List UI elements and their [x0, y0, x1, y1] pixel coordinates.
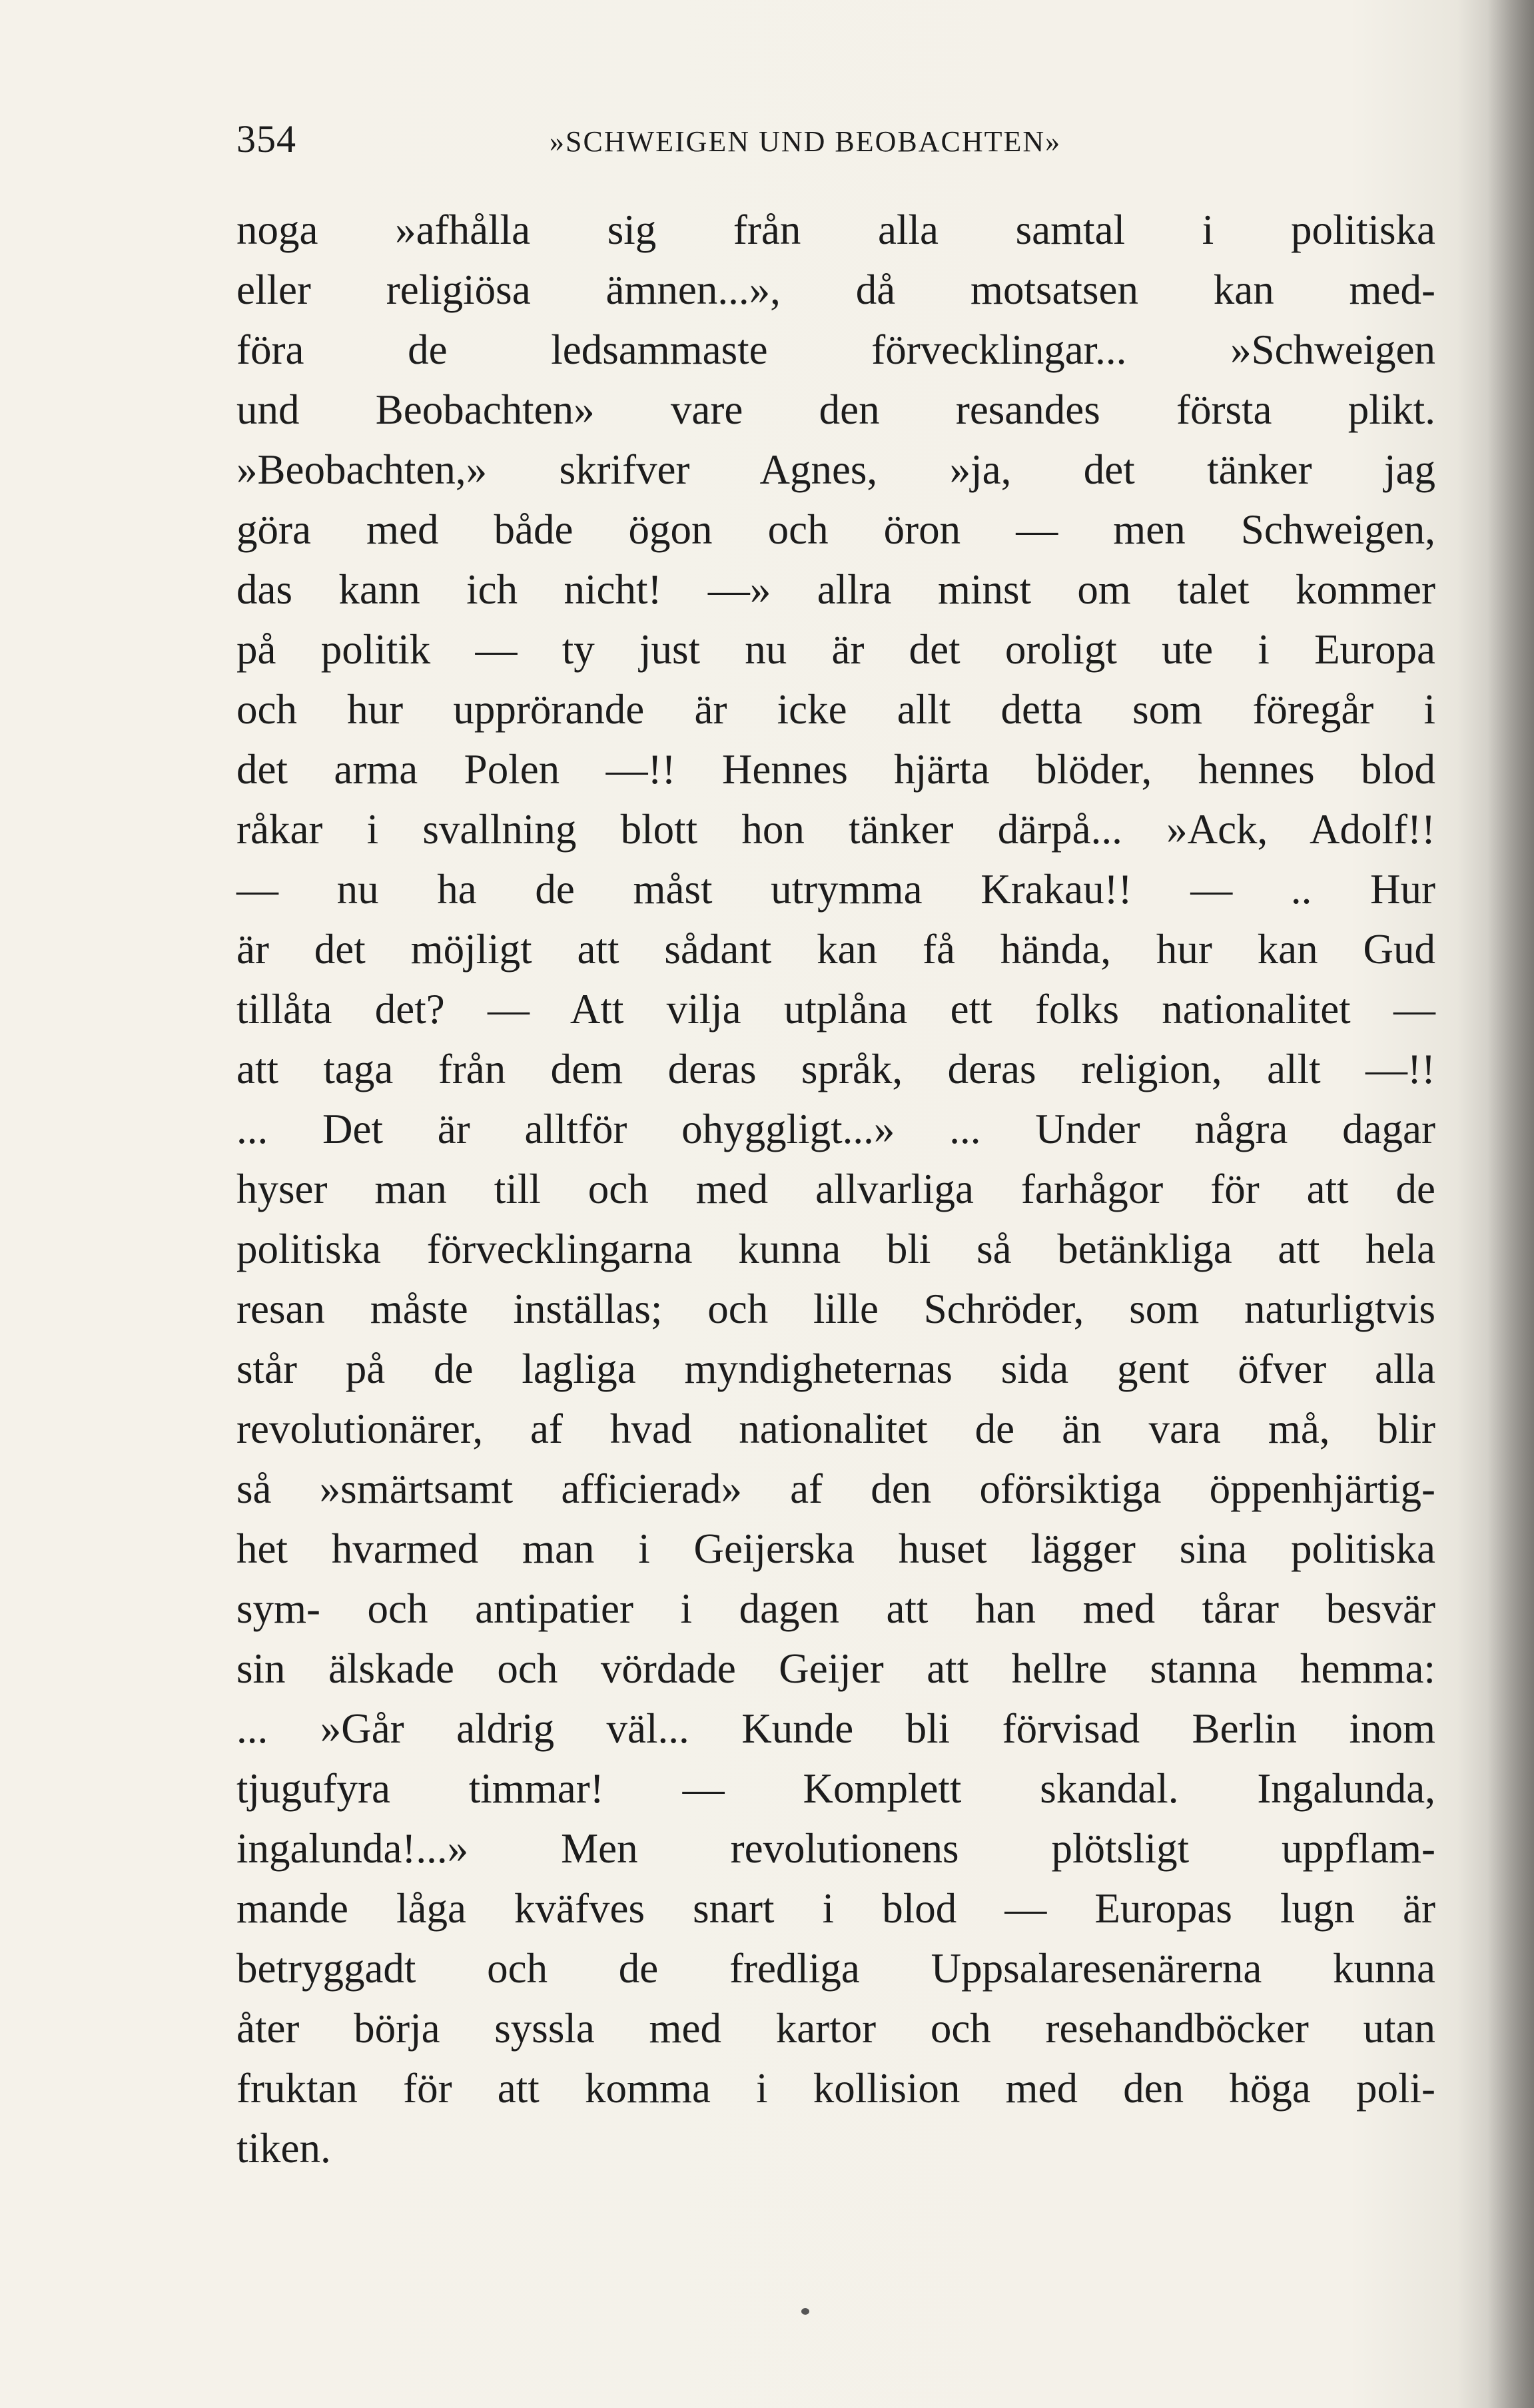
text-line: das kann ich nicht! —» allra minst om talet kommer: [236, 566, 1435, 613]
text-line: betryggadt och de fredliga Uppsalaresenärerna kunna: [236, 1945, 1435, 1992]
text-line: mande låga kväfves snart i blod — Europas lugn är: [236, 1885, 1435, 1932]
text-line: står på de lagliga myndigheternas sida gent öfver alla: [236, 1346, 1435, 1392]
text-line: revolutionärer, af hvad nationalitet de än vara må, blir: [236, 1405, 1435, 1452]
text-line: råkar i svallning blott hon tänker därpå... »Ack, Adolf!!: [236, 806, 1435, 853]
text-line: politiska förvecklingarna kunna bli så betänkliga att hela: [236, 1226, 1435, 1272]
text-line: het hvarmed man i Geijerska huset lägger sina politiska: [236, 1525, 1435, 1572]
text-line: på politik — ty just nu är det oroligt ute i Europa: [236, 626, 1435, 673]
text-line: sym- och antipatier i dagen att han med tårar besvär: [236, 1585, 1435, 1632]
ink-speck: [801, 2308, 809, 2315]
text-line: sin älskade och vördade Geijer att hellre stanna hemma:: [236, 1645, 1435, 1692]
text-line: ingalunda!...» Men revolutionens plötsligt uppflam-: [236, 1825, 1435, 1872]
text-line: und Beobachten» vare den resandes första plikt.: [236, 386, 1435, 433]
text-line: och hur upprörande är icke allt detta som föregår i: [236, 686, 1435, 733]
text-line: hyser man till och med allvarliga farhågor för att de: [236, 1166, 1435, 1212]
text-line: tillåta det? — Att vilja utplåna ett folks nationalitet —: [236, 986, 1435, 1032]
text-line: göra med både ögon och öron — men Schweigen,: [236, 506, 1435, 553]
text-line: ... »Går aldrig väl... Kunde bli förvisad Berlin inom: [236, 1705, 1435, 1752]
text-line: är det möjligt att sådant kan få hända, hur kan Gud: [236, 926, 1435, 973]
text-line: åter börja syssla med kartor och resehandböcker utan: [236, 2005, 1435, 2052]
text-line: så »smärtsamt afficierad» af den oförsiktiga öppenhjärtig-: [236, 1465, 1435, 1512]
text-line: att taga från dem deras språk, deras religion, allt —!!: [236, 1046, 1435, 1092]
text-line: tjugufyra timmar! — Komplett skandal. Ingalunda,: [236, 1765, 1435, 1812]
text-line: »Beobachten,» skrifver Agnes, »ja, det tänker jag: [236, 446, 1435, 493]
text-line: noga »afhålla sig från alla samtal i politiska: [236, 206, 1435, 253]
text-line: föra de ledsammaste förvecklingar... »Schweigen: [236, 326, 1435, 373]
text-line: fruktan för att komma i kollision med den höga poli-: [236, 2065, 1435, 2112]
body-text: [236, 200, 1435, 2178]
text-line: eller religiösa ämnen...», då motsatsen kan med-: [236, 266, 1435, 313]
page-number: 354: [236, 117, 296, 161]
text-line: det arma Polen —!! Hennes hjärta blöder, hennes blod: [236, 746, 1435, 793]
text-line: — nu ha de måst utrymma Krakau!! — .. Hur: [236, 866, 1435, 913]
page-edge-shadow: [1487, 0, 1534, 2408]
running-head: »SCHWEIGEN UND BEOBACHTEN»: [550, 125, 1062, 158]
page-header: [236, 117, 1435, 170]
text-line: ... Det är alltför ohyggligt...» ... Under några dagar: [236, 1106, 1435, 1152]
text-line-last: tiken.: [236, 2125, 331, 2172]
text-line: resan måste inställas; och lille Schröder, som naturligtvis: [236, 1286, 1435, 1332]
